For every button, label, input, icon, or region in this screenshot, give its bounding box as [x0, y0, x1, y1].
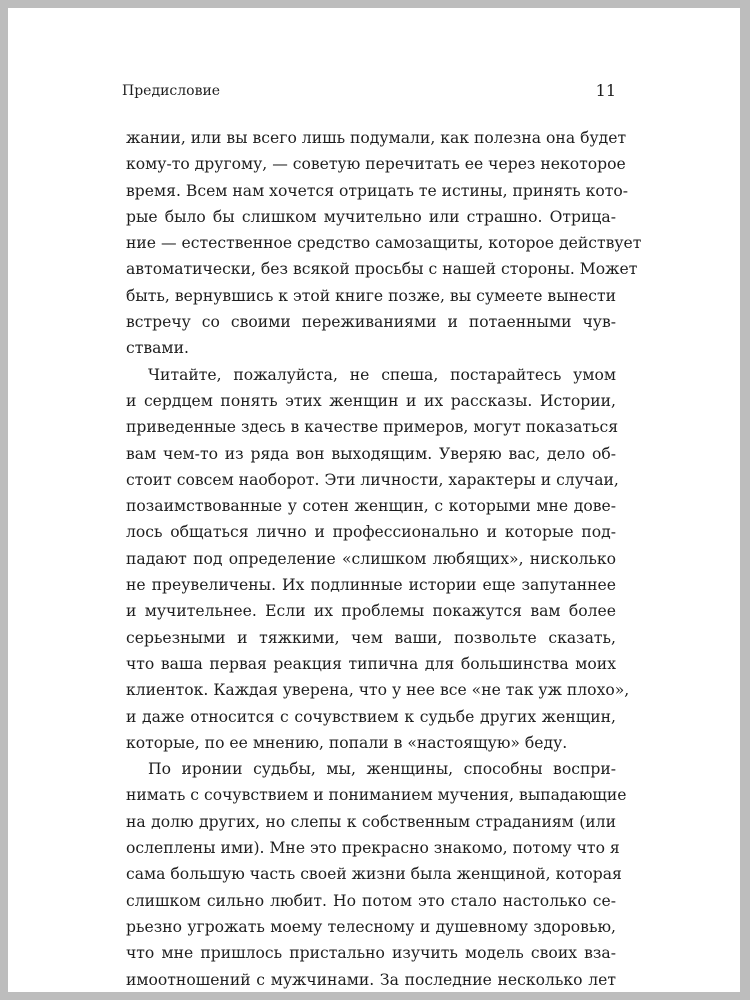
text-line: рые было бы слишком мучительно или страшно. Отрица-	[126, 207, 616, 226]
text-line: имоотношений с мужчинами. За последние несколько лет	[126, 970, 616, 989]
text-line: которые, по ее мнению, попали в «настоящую» беду.	[126, 733, 568, 752]
text-line: клиенток. Каждая уверена, что у нее все «не так уж плохо»,	[126, 681, 630, 700]
text-line: слишком сильно любит. Но потом это стало настолько се-	[126, 891, 616, 910]
text-line: жании, или вы всего лишь подумали, как полезна она будет	[126, 129, 627, 147]
text-line: нимать с сочувствием и пониманием мучения, выпадающие	[126, 786, 627, 805]
text-line: что мне пришлось пристально изучить модель своих вза-	[126, 944, 616, 963]
text-line: рьезно угрожать моему телесному и душевному здоровью,	[126, 917, 616, 936]
text-line: По иронии судьбы, мы, женщины, способны воспри-	[148, 760, 616, 779]
text-line: не преувеличены. Их подлинные истории еще запутаннее	[126, 576, 616, 595]
text-line: приведенные здесь в качестве примеров, могут показаться	[126, 418, 619, 437]
text-line: ствами.	[126, 339, 189, 358]
text-line: вам чем-то из ряда вон выходящим. Уверяю вас, дело об-	[126, 444, 616, 463]
text-line: сама большую часть своей жизни была женщиной, которая	[126, 865, 622, 884]
text-line: позаимствованные у сотен женщин, с которыми мне дове-	[126, 497, 616, 516]
text-line: и мучительнее. Если их проблемы покажутся вам более	[126, 602, 616, 621]
text-line: ние — естественное средство самозащиты, которое действует	[126, 234, 642, 253]
text-line: быть, вернувшись к этой книге позже, вы сумеете вынести	[126, 286, 616, 305]
text-line: лось общаться лично и профессионально и которые под-	[126, 523, 616, 542]
text-line: и даже относится с сочувствием к судьбе других женщин,	[126, 707, 616, 726]
text-line: автоматически, без всякой просьбы с нашей стороны. Может	[126, 260, 638, 279]
text-line: время. Всем нам хочется отрицать те истины, принять кото-	[126, 181, 628, 200]
page-header	[122, 74, 616, 104]
text-line: ослеплены ими). Мне это прекрасно знакомо, потому что я	[126, 839, 620, 858]
text-line: стоит совсем наоборот. Эти личности, характеры и случаи,	[126, 470, 619, 489]
text-line: Читайте, пожалуйста, не спеша, постарайтесь умом	[148, 365, 616, 384]
paragraph	[126, 362, 630, 756]
text-line: на долю других, но слепы к собственным страданиям (или	[126, 812, 616, 831]
page-number: 11	[595, 81, 616, 100]
running-title: Предисловие	[122, 83, 221, 99]
paragraph	[126, 125, 642, 362]
text-line: серьезными и тяжкими, чем ваши, позвольте сказать,	[126, 628, 616, 647]
text-line: что ваша первая реакция типична для большинства моих	[126, 654, 616, 673]
book-page	[8, 8, 740, 992]
body-text	[126, 125, 642, 993]
text-line: кому-то другому, — советую перечитать ее через некоторое	[126, 155, 626, 174]
paragraph	[126, 756, 627, 993]
text-line: и сердцем понять этих женщин и их рассказы. Истории,	[126, 391, 616, 410]
text-line: встречу со своими переживаниями и потаенными чув-	[126, 313, 616, 332]
text-line: падают под определение «слишком любящих», нисколько	[126, 549, 616, 568]
